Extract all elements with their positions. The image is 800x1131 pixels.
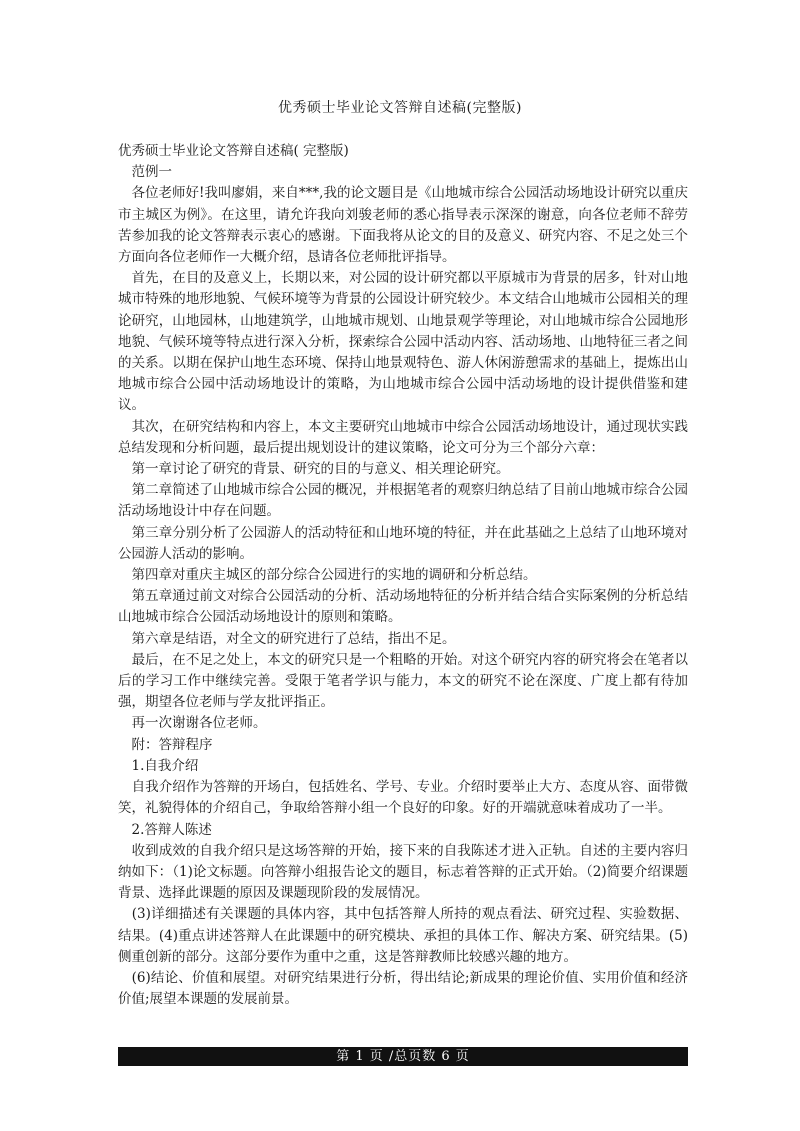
paragraph: 自我介绍作为答辩的开场白，包括姓名、学号、专业。介绍时要举止大方、态度从容、面带微笑，礼貌得体的介绍自己，争取给答辩小组一个良好的印象。好的开端就意味着成功了一半。 xyxy=(118,779,688,817)
paragraph: 第四章对重庆主城区的部分综合公园进行的实地的调研和分析总结。 xyxy=(118,567,537,584)
document-body xyxy=(118,141,688,1010)
document-title: 优秀硕士毕业论文答辩自述稿(完整版) xyxy=(278,100,522,116)
paragraph: 第五章通过前文对综合公园活动的分析、活动场地特征的分析并结合结合实际案例的分析总结山地城市综合公园活动场地设计的原则和策略。 xyxy=(118,588,688,626)
paragraph: 优秀硕士毕业论文答辩自述稿( 完整版) xyxy=(118,143,349,159)
paragraph: 第三章分别分析了公园游人的活动特征和山地环境的特征，并在此基础之上总结了山地环境对公园游人活动的影响。 xyxy=(118,524,688,562)
paragraph: 附：答辩程序 xyxy=(118,736,213,753)
paragraph: 最后，在不足之处上，本文的研究只是一个粗略的开始。对这个研究内容的研究将会在笔者以后的学习工作中继续完善。受限于笔者学识与能力，本文的研究不论在深度、广度上都有待加强，期望各位老师与学友批评指正。 xyxy=(118,651,688,711)
paragraph: (6)结论、价值和展望。对研究结果进行分析，得出结论;新成果的理论价值、实用价值和经济价值;展望本课题的发展前景。 xyxy=(118,969,688,1008)
paragraph: 再一次谢谢各位老师。 xyxy=(118,715,267,732)
paragraph: 其次，在研究结构和内容上，本文主要研究山地城市中综合公园活动场地设计，通过现状实践总结发现和分析问题，最后提出规划设计的建议策略，论文可分为三个部分六章： xyxy=(118,418,688,456)
paragraph: 1.自我介绍 xyxy=(118,757,199,774)
paragraph: 第一章讨论了研究的背景、研究的目的与意义、相关理论研究。 xyxy=(118,461,510,478)
page-footer: 第 1 页 /总页数 6 页 xyxy=(118,1047,688,1066)
paragraph: (3)详细描述有关课题的具体内容，其中包括答辩人所持的观点看法、研究过程、实验数据、结果。(4)重点讲述答辩人在此课题中的研究模块、承担的具体工作、解决方案、研究结果。(5)侧重创新的部分。这部分要作为重中之重，这是答辩教师比较感兴趣的地方。 xyxy=(118,906,688,965)
paragraph: 范例一 xyxy=(118,164,172,181)
paragraph: 首先，在目的及意义上，长期以来，对公园的设计研究都以平原城市为背景的居多，针对山地城市特殊的地形地貌、气候环境等为背景的公园设计研究较少。本文结合山地城市公园相关的理论研究，山地园林，山地建筑学，山地城市规划、山地景观学等理论，对山地城市综合公园地形地貌、气候环境等特点进行深入分析，探索综合公园中活动内容、活动场地、山地特征三者之间的关系。以期在保护山地生态环境、保持山地景观特色、游人休闲游憩需求的基础上，提炼出山地城市综合公园中活动场地设计的策略，为山地城市综合公园中活动场地的设计提供借鉴和建议。 xyxy=(118,270,688,414)
paragraph: 第二章简述了山地城市综合公园的概况，并根据笔者的观察归纳总结了目前山地城市综合公园活动场地设计中存在问题。 xyxy=(118,482,688,520)
paragraph: 第六章是结语，对全文的研究进行了总结，指出不足。 xyxy=(118,630,456,647)
paragraph: 收到成效的自我介绍只是这场答辩的开始，接下来的自我陈述才进入正轨。自述的主要内容归纳如下：（1)论文标题。向答辩小组报告论文的题目，标志着答辩的正式开始。（2)简要介绍课题背景、选择此课题的原因及课题现阶段的发展情况。 xyxy=(118,842,688,902)
paragraph: 2.答辩人陈述 xyxy=(118,821,212,838)
paragraph: 各位老师好!我叫廖娟，来自***,我的论文题目是《山地城市综合公园活动场地设计研究以重庆市主城区为例》。在这里，请允许我向刘骏老师的悉心指导表示深深的谢意，向各位老师不辞劳苦参加我的论文答辩表示衷心的感谢。下面我将从论文的目的及意义、研究内容、不足之处三个方面向各位老师作一大概介绍，恳请各位老师批评指导。 xyxy=(118,185,688,266)
